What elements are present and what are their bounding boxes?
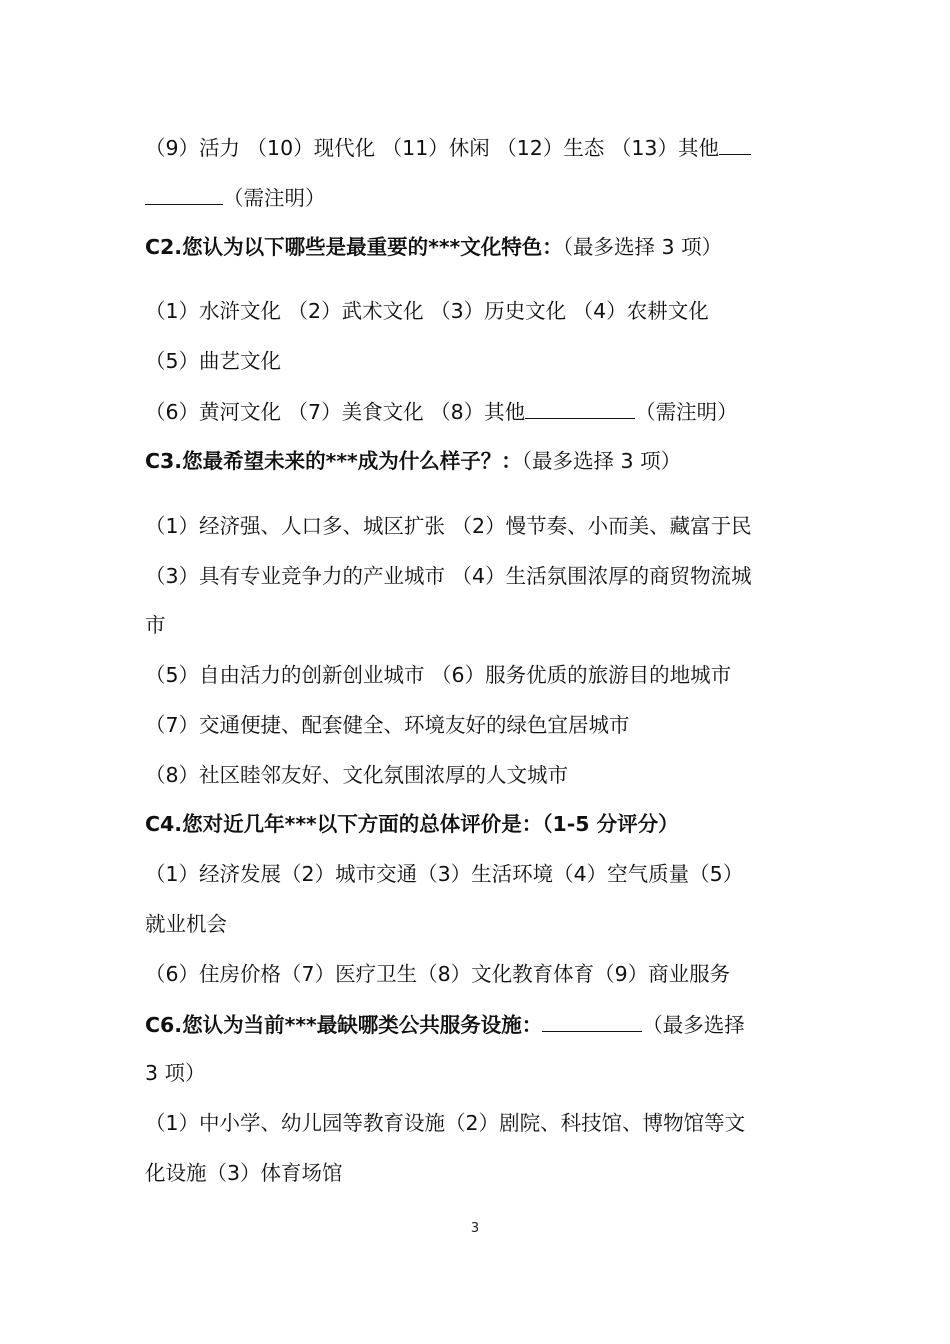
c1-note: （需注明） xyxy=(223,186,326,210)
c1-options-line xyxy=(145,132,825,163)
c4-title: C4.您对近几年***以下方面的总体评价是：（1-5 分评分） xyxy=(145,812,679,836)
c4-options-line-1: （1）经济发展（2）城市交通（3）生活环境（4）空气质量（5） xyxy=(145,862,744,886)
c6-note: （最多选择 xyxy=(642,1013,745,1037)
c6-options-line-2: 化设施（3）体育场馆 xyxy=(145,1161,343,1185)
c4-options-line-3: （6）住房价格（7）医疗卫生（8）文化教育体育（9）商业服务 xyxy=(145,962,731,986)
c3-options-line-1: （1）经济强、人口多、城区扩张 （2）慢节奏、小而美、藏富于民 xyxy=(145,514,752,538)
c2-options-line-1: （1）水浒文化 （2）武术文化 （3）历史文化 （4）农耕文化 xyxy=(145,299,709,323)
c6-question xyxy=(145,1009,825,1040)
c3-options-line-3: 市 xyxy=(145,613,166,637)
c2-question xyxy=(145,232,825,262)
fill-blank[interactable] xyxy=(719,132,751,155)
fill-blank[interactable] xyxy=(542,1009,642,1032)
c4-question xyxy=(145,809,825,839)
c3-options-line-6: （8）社区睦邻友好、文化氛围浓厚的人文城市 xyxy=(145,763,569,787)
c6-note-continued: 3 项） xyxy=(145,1061,206,1085)
c2-options-line-3 xyxy=(145,396,825,427)
c6-title: C6.您认为当前***最缺哪类公共服务设施： xyxy=(145,1013,543,1037)
c6-options-line-1: （1）中小学、幼儿园等教育设施（2）剧院、科技馆、博物馆等文 xyxy=(145,1111,746,1135)
c2-other-note: （需注明） xyxy=(635,400,738,424)
c3-options-line-2: （3）具有专业竞争力的产业城市 （4）生活氛围浓厚的商贸物流城 xyxy=(145,564,752,588)
fill-blank[interactable] xyxy=(525,396,635,419)
c3-title: C3.您最希望未来的***成为什么样子？： xyxy=(145,449,522,473)
c1-note-line xyxy=(145,182,825,213)
c2-note: （最多选择 3 项） xyxy=(562,235,723,259)
fill-blank[interactable] xyxy=(145,182,223,205)
c2-options-text: （6）黄河文化 （7）美食文化 （8）其他 xyxy=(145,400,526,424)
c3-note: （最多选择 3 项） xyxy=(521,449,682,473)
c3-options-line-5: （7）交通便捷、配套健全、环境友好的绿色宜居城市 xyxy=(145,713,630,737)
c3-options-line-4: （5）自由活力的创新创业城市 （6）服务优质的旅游目的地城市 xyxy=(145,663,732,687)
c1-options-text: （9）活力 （10）现代化 （11）休闲 （12）生态 （13）其他 xyxy=(145,136,719,160)
c2-options-line-2: （5）曲艺文化 xyxy=(145,349,282,373)
c2-title: C2.您认为以下哪些是最重要的***文化特色： xyxy=(145,235,563,259)
c4-options-line-2: 就业机会 xyxy=(145,912,227,936)
c3-question xyxy=(145,446,825,476)
page-number: 3 xyxy=(470,1221,480,1236)
